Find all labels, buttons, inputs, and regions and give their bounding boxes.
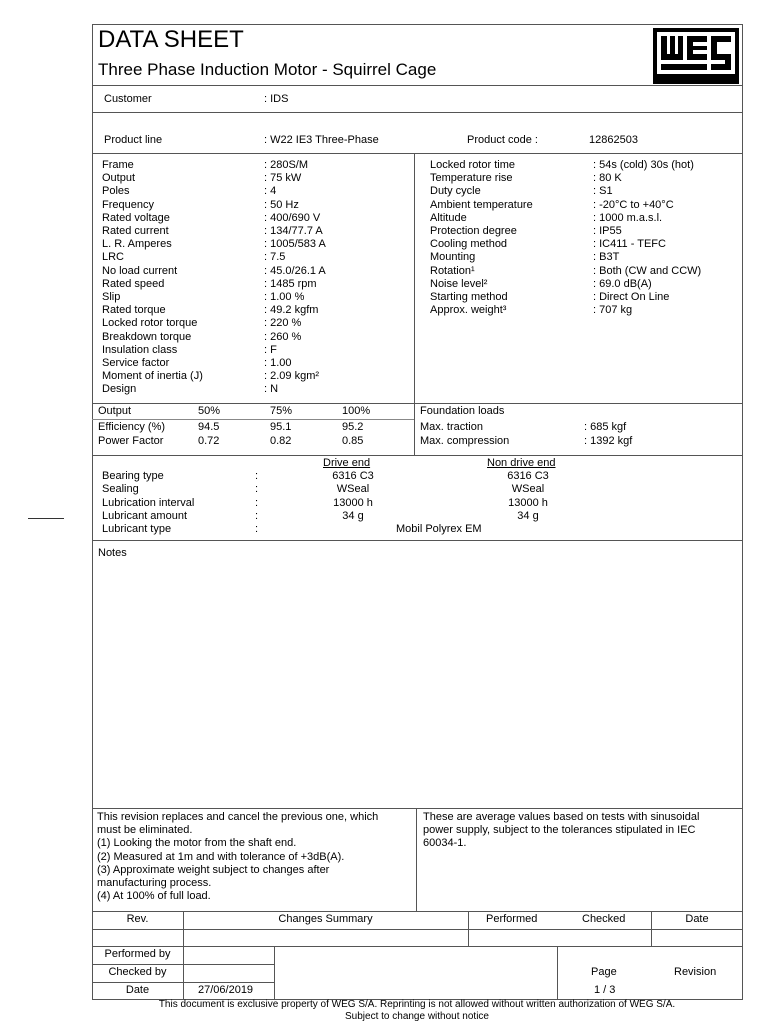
perf-header-100: 100%	[342, 405, 371, 417]
spec-value: : B3T	[593, 251, 620, 264]
bearing-drive-end: WSeal	[336, 483, 370, 496]
date-value: 27/06/2019	[198, 984, 254, 996]
product-divider	[92, 153, 743, 154]
spec-value: : 1.00 %	[264, 291, 305, 303]
signoff-col-2	[274, 946, 275, 1000]
spec-label: L. R. Amperes	[102, 238, 172, 251]
spec-label: Noise level²	[430, 277, 488, 290]
spec-value: : 69.0 dB(A)	[593, 277, 652, 290]
spec-label: Frequency	[102, 198, 154, 211]
spec-label: Temperature rise	[430, 172, 513, 185]
date-header: Date	[685, 913, 709, 925]
spec-value: : 7.5	[264, 251, 286, 264]
bearing-non-drive-end: 34 g	[517, 509, 539, 522]
lubricant-type-sep: :	[255, 523, 259, 535]
spec-value: : 4	[264, 185, 277, 198]
rev-header: Rev.	[126, 913, 149, 925]
product-code-label: Product code :	[467, 134, 538, 146]
footnote-line: These are average values based on tests with sinusoidal	[423, 811, 700, 823]
spec-divider	[92, 403, 743, 404]
spec-label: Duty cycle	[430, 185, 481, 198]
spec-value: : IC411 - TEFC	[593, 238, 666, 251]
spec-value: : 1000 m.a.s.l.	[593, 211, 663, 224]
checked-by-label: Checked by	[108, 966, 167, 978]
bearing-sep: :	[255, 496, 259, 509]
spec-value: : N	[264, 383, 279, 396]
product-line-label: Product line	[104, 134, 163, 146]
footer-disclaimer: This document is exclusive property of WEG S/A. Reprinting is not allowed without written authorization of WEG S/A.	[158, 999, 676, 1010]
spec-label: Rated torque	[102, 304, 166, 317]
revision-divider	[92, 946, 743, 947]
spec-value: : 54s (cold) 30s (hot)	[593, 159, 694, 171]
performance-divider	[92, 455, 743, 456]
perf-eff-75: 95.1	[270, 421, 292, 433]
spec-label: LRC	[102, 251, 125, 264]
bearing-sep: :	[255, 470, 259, 482]
spec-label: Insulation class	[102, 343, 178, 356]
spec-value: : 280S/M	[264, 159, 309, 171]
bearing-non-drive-end: 13000 h	[508, 496, 548, 509]
spec-label: Breakdown torque	[102, 330, 192, 343]
footnote-line: 60034-1.	[423, 837, 467, 850]
spec-value: : Direct On Line	[593, 291, 670, 303]
spec-label: Starting method	[430, 291, 508, 303]
performed-header: Performed	[486, 913, 538, 925]
perf-pf-75: 0.82	[270, 435, 292, 447]
spec-value: : 50 Hz	[264, 198, 299, 211]
spec-column-divider	[414, 153, 415, 455]
customer-label: Customer	[104, 93, 152, 105]
perf-eff-label: Efficiency (%)	[98, 421, 166, 433]
spec-value: : 45.0/26.1 A	[264, 264, 326, 277]
spec-label: Rotation¹	[430, 264, 475, 277]
weg-logo	[653, 28, 739, 84]
bearing-label: Lubricant amount	[102, 509, 187, 522]
footnote-line: (1) Looking the motor from the shaft end.	[97, 837, 297, 850]
spec-label: Service factor	[102, 357, 170, 369]
footnote-line: (4) At 100% of full load.	[97, 890, 211, 903]
checked-header: Checked	[582, 913, 626, 925]
spec-label: Slip	[102, 291, 121, 303]
notes-divider	[92, 808, 743, 809]
spec-value: : F	[264, 343, 277, 356]
page-subtitle: Three Phase Induction Motor - Squirrel Cage	[98, 60, 437, 79]
spec-label: Approx. weight³	[430, 304, 507, 317]
spec-value: : 49.2 kgfm	[264, 304, 319, 317]
bearing-drive-end: 13000 h	[333, 496, 373, 509]
rev-col-1	[183, 911, 184, 947]
perf-eff-100: 95.2	[342, 421, 364, 433]
footnote-line: manufacturing process.	[97, 877, 212, 889]
changes-summary-header: Changes Summary	[278, 913, 373, 925]
spec-label: Protection degree	[430, 225, 517, 237]
spec-value: : -20°C to +40°C	[593, 198, 674, 211]
bearing-sep: :	[255, 509, 259, 522]
notes-label: Notes	[98, 547, 127, 559]
spec-label: Design	[102, 383, 137, 396]
revision-header-rule	[92, 929, 743, 930]
bearing-sep: :	[255, 483, 259, 496]
non-drive-end-header: Non drive end	[487, 457, 556, 469]
spec-label: Cooling method	[430, 238, 508, 251]
footnote-line: (2) Measured at 1m and with tolerance of +3dB(A).	[97, 850, 345, 863]
page-title: DATA SHEET	[98, 26, 244, 53]
spec-value: : 134/77.7 A	[264, 225, 323, 237]
product-line-value: : W22 IE3 Three-Phase	[264, 134, 379, 146]
page-label: Page	[591, 966, 617, 978]
page-value: 1 / 3	[594, 984, 616, 996]
footnote-divider	[92, 911, 743, 912]
bearing-drive-end: 34 g	[342, 509, 364, 522]
foundation-compression-value: : 1392 kgf	[584, 435, 633, 447]
spec-value: : 260 %	[264, 330, 302, 343]
bearing-drive-end: 6316 C3	[332, 470, 374, 482]
perf-header-50: 50%	[198, 405, 221, 417]
perf-header-75: 75%	[270, 405, 293, 417]
spec-label: Rated speed	[102, 277, 165, 290]
foundation-title: Foundation loads	[420, 405, 505, 417]
perf-pf-label: Power Factor	[98, 435, 164, 447]
foundation-compression-label: Max. compression	[420, 435, 510, 447]
spec-value: : 1.00	[264, 357, 292, 369]
customer-value: : IDS	[264, 93, 289, 105]
spec-label: No load current	[102, 264, 178, 277]
spec-value: : IP55	[593, 225, 622, 237]
spec-label: Locked rotor torque	[102, 317, 198, 330]
footnote-line: This revision replaces and cancel the previous one, which	[97, 811, 379, 823]
signoff-col-1	[183, 946, 184, 1000]
signoff-rule-2	[92, 982, 274, 983]
weg-logo-icon	[653, 28, 739, 84]
performed-by-label: Performed by	[104, 948, 171, 960]
signoff-rule-1	[92, 964, 274, 965]
product-code-value: 12862503	[589, 134, 638, 146]
perf-pf-50: 0.72	[198, 435, 220, 447]
footer-notice: Subject to change without notice	[345, 1011, 489, 1022]
bearing-label: Bearing type	[102, 470, 164, 482]
spec-value: : 707 kg	[593, 304, 633, 317]
foundation-traction-value: : 685 kgf	[584, 421, 627, 433]
spec-label: Locked rotor time	[430, 159, 515, 171]
customer-divider	[92, 112, 743, 113]
lubricant-type-label: Lubricant type	[102, 523, 172, 535]
spec-value: : Both (CW and CCW)	[593, 264, 702, 277]
footnote-column-divider	[416, 808, 417, 911]
footnote-line: power supply, subject to the tolerances stipulated in IEC	[423, 824, 696, 837]
spec-value: : S1	[593, 185, 613, 198]
lubricant-type-value: Mobil Polyrex EM	[396, 523, 482, 535]
date-label: Date	[125, 984, 150, 996]
spec-label: Poles	[102, 185, 130, 198]
spec-value: : 1005/583 A	[264, 238, 326, 251]
signoff-col-3	[557, 946, 558, 1000]
foundation-traction-label: Max. traction	[420, 421, 483, 433]
footnote-line: (3) Approximate weight subject to changes after	[97, 863, 330, 876]
spec-label: Frame	[102, 159, 134, 171]
spec-label: Ambient temperature	[430, 198, 533, 211]
bearing-non-drive-end: 6316 C3	[507, 470, 549, 482]
perf-eff-50: 94.5	[198, 421, 220, 433]
bearing-non-drive-end: WSeal	[511, 483, 545, 496]
spec-value: : 1485 rpm	[264, 277, 317, 290]
spec-value: : 2.09 kgm²	[264, 370, 320, 383]
spec-value: : 220 %	[264, 317, 302, 330]
spec-label: Altitude	[430, 211, 467, 224]
rev-col-3	[651, 911, 652, 947]
bearing-label: Lubrication interval	[102, 496, 195, 509]
drive-end-header: Drive end	[323, 457, 371, 469]
rev-col-2	[468, 911, 469, 947]
spec-value: : 400/690 V	[264, 211, 321, 224]
margin-mark	[28, 518, 64, 519]
spec-label: Mounting	[430, 251, 476, 264]
spec-label: Rated voltage	[102, 211, 170, 224]
spec-label: Moment of inertia (J)	[102, 370, 203, 383]
bearing-label: Sealing	[102, 483, 139, 496]
header-divider	[92, 85, 743, 86]
perf-pf-100: 0.85	[342, 435, 364, 447]
perf-header-output: Output	[98, 405, 132, 417]
spec-label: Rated current	[102, 225, 169, 237]
footnote-line: must be eliminated.	[97, 824, 193, 837]
spec-label: Output	[102, 172, 136, 185]
spec-value: : 75 kW	[264, 172, 302, 185]
bearings-divider	[92, 540, 743, 541]
perf-header-rule	[92, 419, 414, 420]
revision-label: Revision	[674, 966, 717, 978]
spec-value: : 80 K	[593, 172, 622, 185]
